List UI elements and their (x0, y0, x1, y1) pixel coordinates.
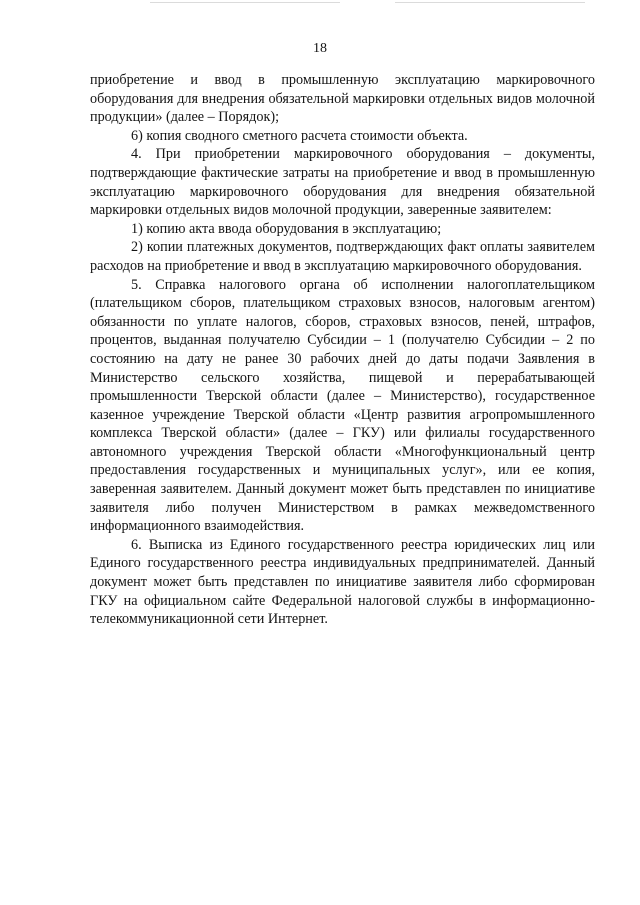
document-body (90, 71, 595, 629)
paragraph-item-6-smeta: 6) копия сводного сметного расчета стоимости объекта. (131, 127, 468, 144)
scan-edge-mark-left (150, 2, 340, 3)
paragraph-section-4: 4. При приобретении маркировочного оборудования – документы, подтверждающие фактические затраты на приобретение и ввод в промышленную эксплуатацию маркировочного оборудования для внедрения обязательной маркировки отдельных видов молочной продукции, заверенные заявителем: (90, 146, 595, 219)
paragraph-section-5: 5. Справка налогового органа об исполнении налогоплательщиком (плательщиком сборов, плательщиком страховых взносов, налоговым агентом) обязанности по уплате налогов, сборов, страховых взносов, пеней, штрафов, процентов, выданная получателю Субсидии – 1 (получателю Субсидии – 2 по состоянию на дату не ранее 30 рабочих дней до даты подачи Заявления в Министерство сельского хозяйства, пищевой и перерабатывающей промышленности Тверской области (далее – Министерство), государственное казенное учреждение Тверской области «Центр развития агропромышленного комплекса Тверской области» (далее – ГКУ) или филиалы государственного автономного учреждения Тверской области «Многофункциональный центр предоставления государственных и муниципальных услуг», или ее копия, заверенная заявителем. Данный документ может быть представлен по инициативе заявителя либо получен Министерством в рамках межведомственного информационного взаимодействия. (90, 276, 595, 535)
scan-edge-mark-right (395, 2, 585, 3)
paragraph-item-2-payments: 2) копии платежных документов, подтверждающих факт оплаты заявителем расходов на приобретение и ввод в эксплуатацию маркировочного оборудования. (90, 239, 595, 274)
paragraph-item-1-act: 1) копию акта ввода оборудования в эксплуатацию; (131, 220, 442, 237)
page-number: 18 (313, 41, 327, 56)
paragraph-section-6: 6. Выписка из Единого государственного реестра юридических лиц или Единого государственного реестра индивидуальных предпринимателей. Данный документ может быть представлен по инициативе заявителя либо сформирован ГКУ на официальном сайте Федеральной налоговой службы в информационно-телекоммуникационной сети Интернет. (90, 536, 595, 628)
paragraph-continuation: приобретение и ввод в промышленную эксплуатацию маркировочного оборудования для внедрения обязательной маркировки отдельных видов молочной продукции» (далее – Порядок); (90, 72, 595, 126)
